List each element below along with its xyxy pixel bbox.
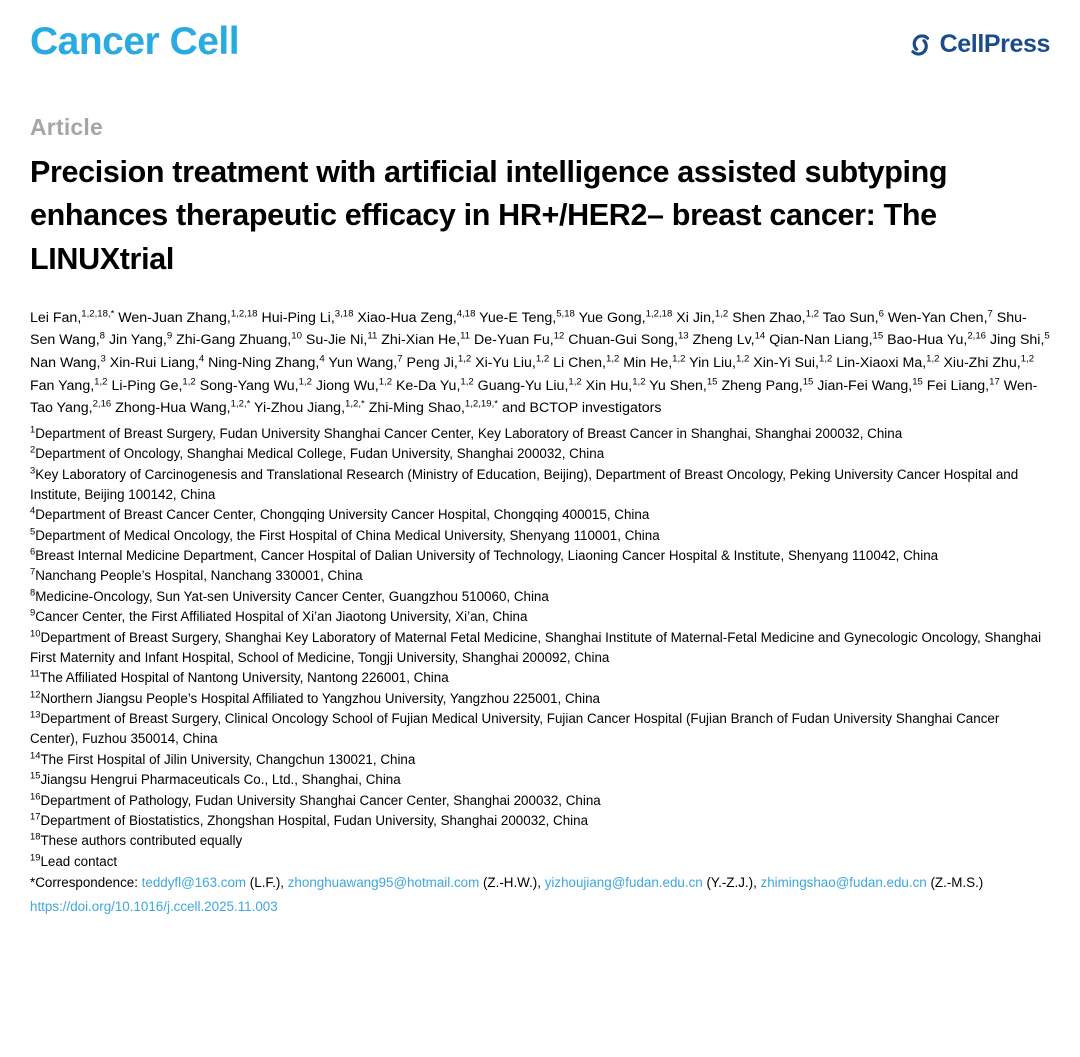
affiliation-item [30, 668, 1050, 688]
affiliation-marker: 11 [30, 667, 40, 679]
affiliation-text: Jiangsu Hengrui Pharmaceuticals Co., Ltd., Shanghai, China [40, 772, 401, 788]
affiliation-marker: 17 [30, 810, 41, 822]
affiliation-item [30, 811, 1050, 831]
affiliation-text: Medicine-Oncology, Sun Yat-sen University Cancer Center, Guangzhou 510060, China [35, 588, 549, 604]
doi-link[interactable]: https://doi.org/10.1016/j.ccell.2025.11.003 [30, 899, 278, 915]
correspondence-email[interactable]: zhonghuawang95@hotmail.com [287, 875, 480, 891]
affiliation-marker: 10 [30, 627, 41, 639]
correspondence-label: *Correspondence: [30, 875, 142, 891]
affiliation-item [30, 770, 1050, 790]
affiliation-text: Lead contact [40, 853, 118, 869]
affiliation-text: These authors contributed equally [40, 833, 243, 849]
journal-title: Cancer Cell [30, 20, 240, 63]
correspondence-email[interactable]: yizhoujiang@fudan.edu.cn [544, 875, 703, 891]
affiliation-item [30, 526, 1050, 546]
affiliation-marker: 8 [30, 586, 36, 598]
journal-masthead [0, 0, 1080, 88]
correspondence-attribution: (Z.-M.S.) [926, 875, 984, 891]
affiliation-item [30, 750, 1050, 770]
correspondence-email[interactable]: teddyfl@163.com [141, 875, 247, 891]
affiliation-marker: 5 [30, 525, 36, 537]
affiliation-marker: 3 [30, 464, 36, 476]
article-content [0, 114, 1080, 918]
affiliation-marker: 13 [30, 708, 41, 720]
affiliation-text: Cancer Center, the First Affiliated Hospital of Xi’an Jiaotong University, Xi’an, China [35, 609, 528, 625]
affiliation-item [30, 628, 1050, 669]
affiliation-marker: 14 [30, 749, 41, 761]
affiliation-text: Breast Internal Medicine Department, Cancer Hospital of Dalian University of Technology, Liaoning Cancer Hospital & Institute, Shenyang 110042, China [35, 548, 939, 564]
affiliation-item [30, 546, 1050, 566]
affiliation-text: Department of Biostatistics, Zhongshan Hospital, Fudan University, Shanghai 200032, China [40, 812, 589, 828]
affiliation-marker: 12 [30, 688, 41, 700]
affiliation-marker: 4 [30, 504, 36, 516]
affiliation-text: Department of Breast Surgery, Shanghai Key Laboratory of Maternal Fetal Medicine, Shanghai Institute of Maternal-Fetal Medicine and Gynecologic Oncology, Shanghai First Maternity and Infant Hospital, School of Medicine, Tongji University, Shanghai 200092, China [30, 629, 1042, 665]
affiliation-item [30, 791, 1050, 811]
affiliation-text: Northern Jiangsu People’s Hospital Affiliated to Yangzhou University, Yangzhou 225001, China [40, 690, 600, 706]
affiliation-item [30, 587, 1050, 607]
correspondence-block [30, 873, 1050, 893]
correspondence-attribution: (L.F.), [246, 875, 288, 891]
affiliation-item [30, 444, 1050, 464]
correspondence-email[interactable]: zhimingshao@fudan.edu.cn [760, 875, 927, 891]
affiliation-marker: 15 [30, 769, 41, 781]
affiliation-text: Department of Breast Surgery, Clinical Oncology School of Fujian Medical University, Fujian Cancer Hospital (Fujian Branch of Fudan University Shanghai Cancer Center), Fuzhou 350014, China [30, 711, 1000, 747]
affiliation-item [30, 689, 1050, 709]
affiliation-item [30, 831, 1050, 851]
doi-block [30, 897, 1050, 917]
correspondence-attribution: (Z.-H.W.), [479, 875, 545, 891]
publisher-logo[interactable] [907, 30, 1050, 59]
affiliation-marker: 6 [30, 545, 36, 557]
correspondence-attribution: (Y.-Z.J.), [702, 875, 761, 891]
author-list: Lei Fan,$^{1,2,18,*}$ Wen-Juan Zhang,$^{1,2,18}$ Hui-Ping Li,$^{3,18}$ Xiao-Hua Zeng,$^{4,18}$ Yue-E Teng,$^{5,18}$ Yue Gong,$^{1,2,18}$ Xi Jin,$^{1,2}$ Shen Zhao,$^{1,2}$ Tao Sun,$^6$ Wen-Yan Chen,$^7$ Shu-Sen Wang,$^8$ Jin Yang,$^9$ Zhi-Gang Zhuang,$^{10}$ Su-Jie Ni,$^{11}$ Zhi-Xian He,$^{11}$ De-Yuan Fu,$^{12}$ Chuan-Gui Song,$^{13}$ Zheng Lv,$^{14}$ Qian-Nan Liang,$^{15}$ Bao-Hua Yu,$^{2,16}$ Jing Shi,$^5$ Nan Wang,$^3$ Xin-Rui Liang,$^4$ Ning-Ning Zhang,$^4$ Yun Wang,$^7$ Peng Ji,$^{1,2}$ Xi-Yu Liu,$^{1,2}$ Li Chen,$^{1,2}$ Min He,$^{1,2}$ Yin Liu,$^{1,2}$ Xin-Yi Sui,$^{1,2}$ Lin-Xiaoxi Ma,$^{1,2}$ Xiu-Zhi Zhu,$^{1,2}$ Fan Yang,$^{1,2}$ Li-Ping Ge,$^{1,2}$ Song-Yang Wu,$^{1,2}$ Jiong Wu,$^{1,2}$ Ke-Da Yu,$^{1,2}$ Guang-Yu Liu,$^{1,2}$ Xin Hu,$^{1,2}$ Yu Shen,$^{15}$ Zheng Pang,$^{15}$ Jian-Fei Wang,$^{15}$ Fei Liang,$^{17}$ Wen-Tao Yang,$^{2,16}$ Zhong-Hua Wang,$^{1,2,*}$ Yi-Zhou Jiang,$^{1,2,*}$ Zhi-Ming Shao,$^{1,2,19,*}$ and BCTOP investigators [30, 308, 1050, 417]
affiliation-item [30, 709, 1050, 750]
affiliation-text: Department of Pathology, Fudan University Shanghai Cancer Center, Shanghai 200032, China [40, 792, 601, 808]
affiliation-item [30, 607, 1050, 627]
affiliation-marker: 2 [30, 443, 36, 455]
affiliation-marker: 19 [30, 851, 41, 863]
affiliation-text: The First Hospital of Jilin University, Changchun 130021, China [40, 751, 416, 767]
publisher-name: CellPress [939, 30, 1050, 58]
affiliation-item [30, 465, 1050, 506]
article-type-kicker: Article [30, 114, 103, 140]
affiliation-text: Nanchang People’s Hospital, Nanchang 330001, China [35, 568, 363, 584]
affiliation-item [30, 852, 1050, 872]
affiliation-list [30, 424, 1050, 872]
affiliation-text: Department of Breast Cancer Center, Chongqing University Cancer Hospital, Chongqing 400015, China [35, 507, 650, 523]
affiliation-text: The Affiliated Hospital of Nantong University, Nantong 226001, China [39, 670, 449, 686]
affiliation-marker: 7 [30, 565, 36, 577]
affiliation-marker: 18 [30, 830, 41, 842]
affiliation-marker: 1 [30, 423, 36, 435]
page-title: Precision treatment with artificial intelligence assisted subtyping enhances therapeutic efficacy in HR+/HER2– breast cancer: The LINUXtrial [30, 155, 948, 276]
affiliation-marker: 16 [30, 790, 41, 802]
affiliation-text: Key Laboratory of Carcinogenesis and Translational Research (Ministry of Education, Beijing), Department of Breast Oncology, Peking University Cancer Hospital and Institute, Beijing 100142, China [30, 466, 1019, 502]
affiliation-item [30, 424, 1050, 444]
affiliation-marker: 9 [30, 606, 36, 618]
affiliation-item [30, 505, 1050, 525]
affiliation-item [30, 566, 1050, 586]
cell-press-logo-icon [907, 32, 933, 58]
affiliation-text: Department of Breast Surgery, Fudan University Shanghai Cancer Center, Key Laboratory of Breast Cancer in Shanghai, Shanghai 200032, China [35, 425, 903, 441]
affiliation-text: Department of Medical Oncology, the First Hospital of China Medical University, Shenyang 110001, China [35, 527, 660, 543]
affiliation-text: Department of Oncology, Shanghai Medical College, Fudan University, Shanghai 200032, China [35, 446, 605, 462]
